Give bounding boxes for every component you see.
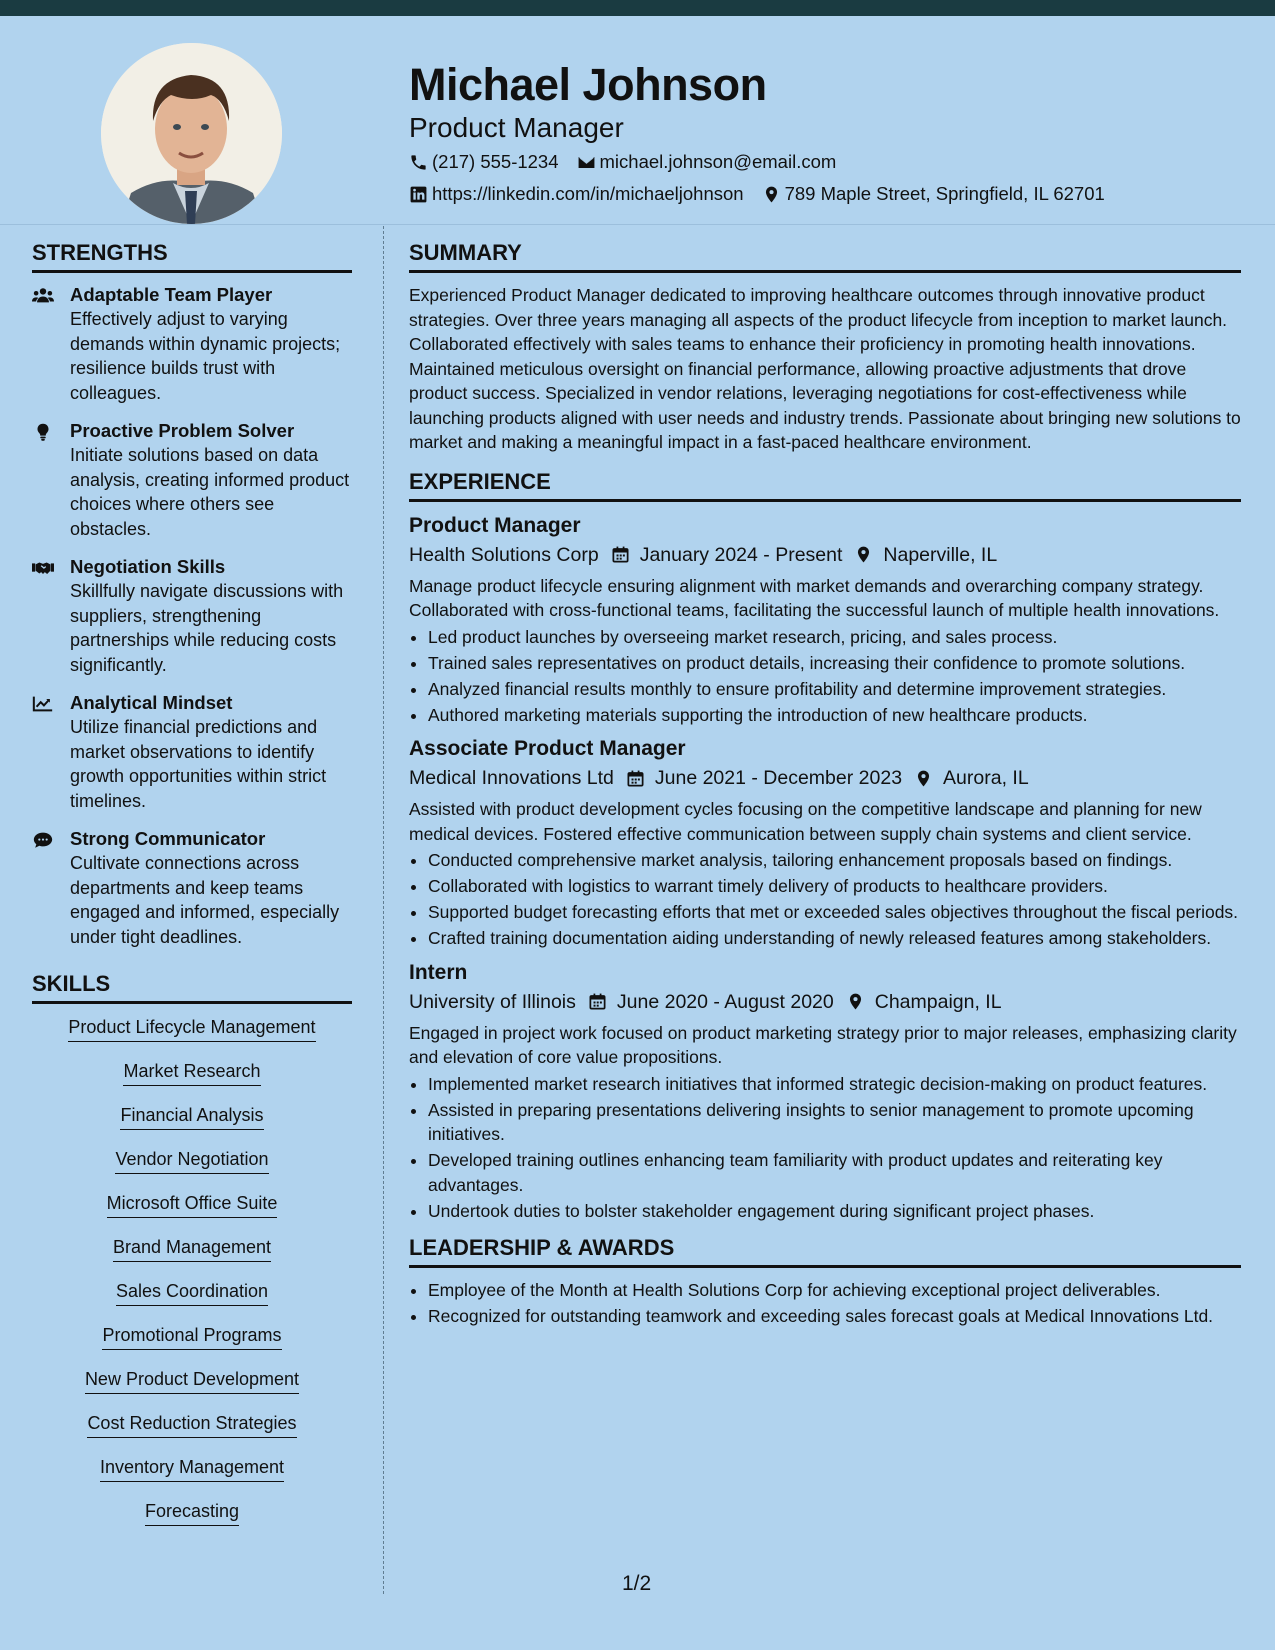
bullet-item: • Assisted in preparing presentations delivering insights to senior management to promote upcoming initiatives.: [428, 1098, 1241, 1147]
phone-icon: [409, 153, 428, 172]
job-location: Aurora, IL: [943, 767, 1029, 789]
candidate-name: Michael Johnson: [409, 59, 767, 110]
header-divider: [0, 224, 1275, 225]
users-icon: [32, 286, 54, 306]
bullet-item: • Led product launches by overseeing market research, pricing, and sales process.: [428, 625, 1241, 650]
email-text[interactable]: michael.johnson@email.com: [599, 151, 837, 172]
candidate-role: Product Manager: [409, 112, 624, 143]
left-column: [32, 238, 352, 1544]
job-dates: January 2024 - Present: [639, 543, 843, 566]
job-bullets: [409, 848, 1241, 951]
job-entry: [409, 735, 1241, 951]
strength-title: Analytical Mindset: [70, 692, 233, 713]
summary-title: SUMMARY: [409, 238, 1241, 273]
skill-tag: Inventory Management: [100, 1456, 284, 1482]
skill-tag: Brand Management: [113, 1236, 271, 1262]
profile-photo: [101, 43, 282, 224]
bullet-item: • Authored marketing materials supporting the introduction of new healthcare products.: [428, 703, 1241, 728]
top-bar: [0, 0, 1275, 16]
experience-title: EXPERIENCE: [409, 467, 1241, 502]
bullet-item: • Implemented market research initiatives that informed strategic decision-making on product features.: [428, 1072, 1241, 1097]
job-entry: [409, 959, 1241, 1224]
bullet-item: • Supported budget forecasting efforts that met or exceeded sales objectives throughout the fiscal periods.: [428, 900, 1241, 925]
skill-tag: Cost Reduction Strategies: [87, 1412, 296, 1438]
job-title: Intern: [409, 960, 468, 984]
lightbulb-icon: [32, 422, 54, 442]
bullet-item: • Undertook duties to bolster stakeholder engagement during significant project phases.: [428, 1199, 1241, 1224]
skills-list: [32, 1016, 352, 1544]
job-description: Assisted with product development cycles focusing on the competitive landscape and planning for new medical devices. Fostered effective communication between supply chain systems and client service.: [409, 799, 1202, 844]
skills-title: SKILLS: [32, 969, 352, 1004]
skill-tag: Forecasting: [145, 1500, 239, 1526]
linkedin-item: [409, 182, 744, 206]
job-location: Champaign, IL: [874, 990, 1002, 1013]
bullet-item: • Collaborated with logistics to warrant timely delivery of products to healthcare providers.: [428, 874, 1241, 899]
strength-desc: Skillfully navigate discussions with suppliers, strengthening partnerships while reducing costs significantly.: [70, 581, 344, 675]
strength-desc: Initiate solutions based on data analysis, creating informed product choices where others see obstacles.: [70, 445, 350, 539]
bullet-item: • Analyzed financial results monthly to ensure profitability and determine improvement strategies.: [428, 677, 1241, 702]
right-column: [409, 238, 1241, 1337]
strength-item: [32, 419, 352, 541]
bullet-item: • Crafted training documentation aiding understanding of newly released features among stakeholders.: [428, 926, 1241, 951]
phone-item: [409, 150, 559, 174]
calendar-icon: [611, 545, 630, 564]
job-location: Naperville, IL: [883, 543, 998, 566]
resume-header: [0, 16, 1275, 226]
strength-desc: Cultivate connections across departments and keep teams engaged and informed, especially under tight deadlines.: [70, 853, 340, 947]
address-item: [762, 182, 1105, 206]
page-number: 1/2: [622, 1572, 652, 1595]
calendar-icon: [626, 769, 645, 788]
bullet-item: • Trained sales representatives on product details, increasing their confidence to promote solutions.: [428, 651, 1241, 676]
job-company: University of Illinois: [409, 990, 576, 1013]
strength-desc: Effectively adjust to varying demands within dynamic projects; resilience builds trust with colleagues.: [70, 309, 341, 403]
job-title: Associate Product Manager: [409, 737, 686, 760]
strength-item: [32, 827, 352, 949]
job-meta: [409, 763, 1241, 793]
map-pin-icon: [914, 769, 933, 788]
calendar-icon: [588, 992, 607, 1011]
chart-line-icon: [32, 694, 54, 714]
strength-title: Adaptable Team Player: [70, 284, 273, 305]
email-item: [577, 150, 837, 174]
skill-tag: Financial Analysis: [120, 1104, 263, 1130]
job-meta: [409, 540, 1241, 570]
awards-list: [409, 1278, 1241, 1329]
job-company: Health Solutions Corp: [409, 543, 599, 566]
strength-title: Proactive Problem Solver: [70, 420, 295, 441]
summary-text: Experienced Product Manager dedicated to improving healthcare outcomes through innovative product strategies. Over three years managing all aspects of the product lifecycle from inception to market launch. Collaborated effectively with sales teams to enhance their proficiency in promoting health innovations. Maintained meticulous oversight on financial performance, allowing proactive adjustments that drove product success. Specialized in vendor relations, leveraging negotiations for cost-effectiveness while launching products aligned with user needs and industry trends. Passionate about bringing new solutions to market and making a meaningful impact in a fast-paced healthcare environment.: [409, 285, 1241, 452]
strength-item: [32, 283, 352, 405]
strength-desc: Utilize financial predictions and market observations to identify growth opportunities within strict timelines.: [70, 717, 327, 811]
comment-icon: [32, 830, 54, 850]
job-dates: June 2021 - December 2023: [654, 767, 903, 789]
strengths-title: STRENGTHS: [32, 238, 352, 273]
contact-row-2: [409, 182, 1123, 206]
job-description: Manage product lifecycle ensuring alignment with market demands and overarching company strategy. Collaborated with cross-functional teams, facilitating the successful launch of multiple health innovations.: [409, 575, 1220, 620]
job-title: Product Manager: [409, 513, 581, 537]
envelope-icon: [577, 153, 596, 172]
map-pin-icon: [846, 992, 865, 1011]
job-bullets: [409, 1072, 1241, 1224]
address-text: 789 Maple Street, Springfield, IL 62701: [784, 183, 1105, 204]
bullet-item: • Conducted comprehensive market analysis, tailoring enhancement proposals based on findings.: [428, 848, 1241, 873]
phone-text[interactable]: (217) 555-1234: [432, 151, 559, 172]
handshake-icon: [32, 558, 54, 578]
job-bullets: [409, 625, 1241, 728]
skill-tag: Promotional Programs: [102, 1324, 281, 1350]
skill-tag: Sales Coordination: [116, 1280, 268, 1306]
award-item: • Employee of the Month at Health Solutions Corp for achieving exceptional project deliverables.: [428, 1278, 1241, 1303]
skill-tag: Microsoft Office Suite: [107, 1192, 278, 1218]
awards-title: LEADERSHIP & AWARDS: [409, 1233, 1241, 1268]
award-item: • Recognized for outstanding teamwork and exceeding sales forecast goals at Medical Innovations Ltd.: [428, 1304, 1241, 1329]
strength-title: Strong Communicator: [70, 828, 266, 849]
strength-item: [32, 555, 352, 677]
skill-tag: Vendor Negotiation: [115, 1148, 268, 1174]
strength-title: Negotiation Skills: [70, 556, 226, 577]
skill-tag: Market Research: [123, 1060, 260, 1086]
map-pin-icon: [854, 545, 873, 564]
map-pin-icon: [762, 185, 781, 204]
job-dates: June 2020 - August 2020: [616, 990, 834, 1013]
job-company: Medical Innovations Ltd: [409, 767, 614, 789]
column-divider: [383, 226, 384, 1594]
job-entry: [409, 512, 1241, 728]
job-description: Engaged in project work focused on product marketing strategy prior to major releases, emphasizing clarity and elevation of core value propositions.: [409, 1022, 1237, 1067]
skill-tag: Product Lifecycle Management: [68, 1016, 315, 1042]
job-meta: [409, 987, 1241, 1017]
contact-row-1: [409, 150, 854, 174]
bullet-item: • Developed training outlines enhancing team familiarity with product updates and reiterating key advantages.: [428, 1148, 1241, 1197]
linkedin-text[interactable]: https://linkedin.com/in/michaeljohnson: [432, 183, 744, 204]
strength-item: [32, 691, 352, 813]
skill-tag: New Product Development: [85, 1368, 299, 1394]
linkedin-icon: [409, 185, 428, 204]
